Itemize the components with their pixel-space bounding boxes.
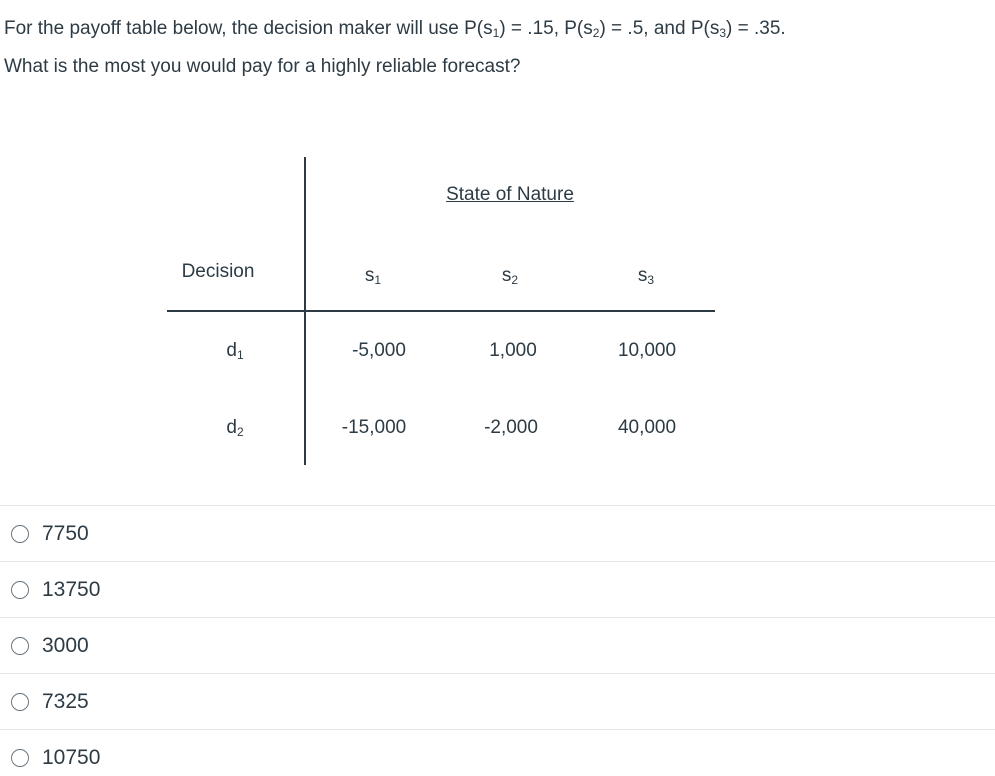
payoff-d1-s3: 10,000 bbox=[617, 340, 677, 361]
answer-option[interactable] bbox=[0, 562, 995, 618]
answer-option[interactable] bbox=[0, 730, 995, 776]
question-line-1: For the payoff table below, the decision maker will use $P(s_1) = .15$, $P(s_2) = .5$, and $P(s_3) = .35$. bbox=[4, 18, 786, 40]
payoff-d2-s2: -2,000 bbox=[484, 417, 538, 438]
payoff-d2-s3: 40,000 bbox=[617, 417, 677, 438]
payoff-d1-s2: 1,000 bbox=[489, 340, 537, 361]
radio-button-icon[interactable] bbox=[11, 693, 29, 711]
table-horizontal-rule bbox=[167, 310, 715, 312]
radio-button-icon[interactable] bbox=[11, 637, 29, 655]
radio-button-icon[interactable] bbox=[11, 525, 29, 543]
decision-row-label-d1: $d_1$ bbox=[226, 340, 244, 362]
payoff-d2-s1: -15,000 bbox=[341, 417, 407, 438]
answer-option[interactable] bbox=[0, 506, 995, 562]
decision-header: Decision bbox=[181, 261, 255, 282]
answer-label[interactable]: 7325 bbox=[42, 689, 89, 713]
radio-button-icon[interactable] bbox=[11, 749, 29, 767]
state-header-s1: $s_1$ bbox=[364, 265, 382, 287]
answer-label[interactable]: 3000 bbox=[42, 633, 89, 657]
decision-row-label-d2: $d_2$ bbox=[226, 417, 244, 439]
answer-option[interactable] bbox=[0, 674, 995, 730]
state-header-s3: $s_3$ bbox=[637, 265, 655, 287]
answer-label[interactable]: 10750 bbox=[42, 745, 101, 769]
state-header-s2: $s_2$ bbox=[501, 265, 519, 287]
radio-button-icon[interactable] bbox=[11, 581, 29, 599]
answer-label[interactable]: 7750 bbox=[42, 521, 89, 545]
payoff-d1-s1: -5,000 bbox=[352, 340, 406, 361]
answer-list bbox=[0, 506, 995, 776]
answer-label[interactable]: 13750 bbox=[42, 577, 101, 601]
question-line-2: What is the most you would pay for a highly reliable forecast? bbox=[4, 56, 521, 77]
state-of-nature-header: State of Nature bbox=[446, 184, 574, 205]
answer-option[interactable] bbox=[0, 618, 995, 674]
